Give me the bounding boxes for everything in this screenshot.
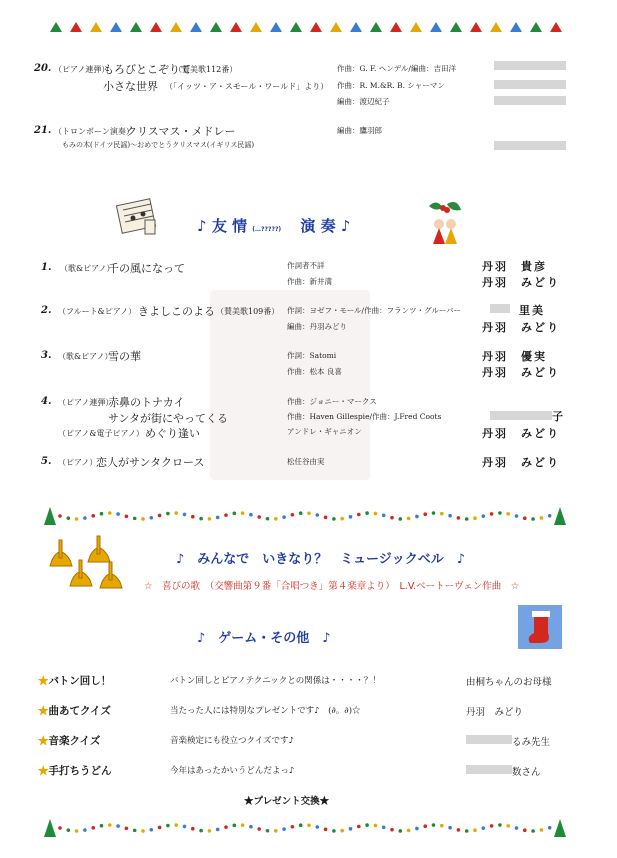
game-name: 音楽クイズ: [48, 735, 101, 747]
garland-dot: [307, 511, 311, 515]
garland-dot: [432, 823, 436, 827]
garland-dot: [191, 827, 195, 831]
sheet-music-icon: [113, 196, 161, 238]
piece-subtitle: もみの木(ドイツ民謡)〜おめでとうクリスマス(イギリス民謡): [62, 141, 255, 149]
garland-dot: [515, 826, 519, 830]
garland-dot: [448, 514, 452, 518]
garland-dot: [67, 828, 71, 832]
piece-title: 赤鼻のトナカイ: [108, 396, 185, 409]
garland-dot: [249, 825, 253, 829]
garland-dot: [257, 515, 261, 519]
piece-subtitle: （「イッツ・ア・スモール・ワールド」より）: [165, 82, 329, 91]
piece-title: クリスマス・メドレー: [126, 125, 236, 138]
performer: 丹羽 みどり: [482, 366, 560, 379]
garland-dot: [150, 516, 154, 520]
instrument-label: （ピアノ）: [58, 458, 98, 467]
garland-dot: [282, 515, 286, 519]
garland-dot: [133, 517, 137, 521]
garland-dot: [390, 828, 394, 832]
garland-dot: [407, 829, 411, 833]
garland-dot: [274, 517, 278, 521]
garland-dot: [266, 829, 270, 833]
garland-ornament: [50, 22, 62, 32]
garland-dot: [490, 512, 494, 516]
garland-ornament: [510, 22, 522, 32]
garland-dot: [174, 511, 178, 515]
garland-ornament: [230, 22, 242, 32]
credit: 作曲：G. F. ヘンデル/編曲：吉田洋: [337, 64, 456, 73]
section-title-small: (…?????): [252, 226, 282, 233]
game-host: 由桐ちゃんのお母様: [466, 677, 552, 688]
instrument-label: （ピアノ&電子ピアノ）: [58, 429, 144, 438]
garland-dot: [241, 823, 245, 827]
credit: 編曲：渡辺紀子: [337, 97, 390, 106]
hymn-number: （賛美歌109番）: [216, 307, 280, 316]
garland-dot: [191, 515, 195, 519]
garland-dot: [548, 514, 552, 518]
garland-dot: [506, 824, 510, 828]
garland-ornament: [250, 22, 262, 32]
garland-dot: [357, 513, 361, 517]
garland-dot: [249, 513, 253, 517]
garland-dot: [83, 516, 87, 520]
garland-dot: [332, 517, 336, 521]
garland-dot: [75, 517, 79, 521]
garland-dot: [158, 826, 162, 830]
garland-dot: [465, 829, 469, 833]
garland-dot: [415, 515, 419, 519]
item-number: 5.: [41, 456, 52, 467]
present-exchange: ★プレゼント交換★: [244, 796, 330, 807]
garland-dot: [465, 517, 469, 521]
garland-ornament: [330, 22, 342, 32]
garland-dot: [374, 512, 378, 516]
garland-ornament: [110, 22, 122, 32]
garland-ornament: [90, 22, 102, 32]
garland-dot: [166, 824, 170, 828]
garland-dot: [482, 514, 486, 518]
garland-ornament: [430, 22, 442, 32]
garland-dot: [91, 514, 95, 518]
garland-dot: [299, 511, 303, 515]
piece-title: 千の風になって: [108, 262, 185, 275]
star-icon: ★: [38, 765, 49, 777]
instrument-label: （歌&ピアノ）: [60, 264, 115, 273]
performer: 丹羽 みどり: [482, 427, 560, 440]
music-note-icon: ♪: [197, 217, 207, 235]
game-row: [38, 733, 100, 748]
garland-dot: [233, 824, 237, 828]
garland-dot: [307, 823, 311, 827]
game-name: バトン回し！: [48, 675, 112, 687]
hymn-number: （賛美歌112番）: [174, 65, 238, 74]
performer: 里美: [519, 304, 545, 317]
game-description: 当たった人には特別なプレゼントです♪ (∂。∂)☆: [170, 706, 361, 716]
garland-dot: [440, 512, 444, 516]
garland-dot: [440, 824, 444, 828]
garland-dot: [141, 517, 145, 521]
section-title-text: 友 情: [211, 217, 248, 235]
garland-dot: [266, 517, 270, 521]
credit: 作詞：Satomi: [287, 351, 337, 360]
game-row: [38, 673, 111, 688]
garland-dot: [457, 516, 461, 520]
credit: 作曲：Haven Gillespie/作曲：J.Fred Coots: [287, 412, 442, 421]
garland-dot: [58, 514, 62, 518]
redacted-name: [490, 304, 510, 313]
garland-dot: [316, 513, 320, 517]
garland-dot: [407, 517, 411, 521]
garland-dot: [199, 829, 203, 833]
garland-dot: [473, 828, 477, 832]
garland-dot: [357, 825, 361, 829]
garland-dot: [540, 516, 544, 520]
star-icon: ★: [38, 735, 49, 747]
garland-ornament: [170, 22, 182, 32]
holly-angel-icon: [425, 196, 465, 248]
instrument-label: （トロンボーン演奏）: [54, 127, 134, 136]
game-row: [38, 763, 112, 778]
credit: 作曲：新井満: [287, 277, 332, 286]
garland-dot: [340, 829, 344, 833]
top-garland: [40, 16, 570, 38]
item-number: 21.: [34, 125, 52, 136]
garland-dot: [365, 823, 369, 827]
piece-title: サンタが街にやってくる: [108, 412, 229, 425]
credit: 作曲：ジョニー・マークス: [287, 397, 377, 406]
garland-dot: [133, 829, 137, 833]
garland-dot: [390, 516, 394, 520]
garland-dot: [473, 516, 477, 520]
garland-dot: [423, 824, 427, 828]
redacted-name: [466, 765, 512, 774]
garland-ornament: [70, 22, 82, 32]
piece-title: 恋人がサンタクロース: [96, 456, 205, 469]
credit: 作詞：ヨゼフ・モール/作曲：フランツ・グルーバー: [287, 306, 461, 315]
piece-title: めぐり逢い: [145, 427, 200, 440]
garland-dot: [224, 513, 228, 517]
garland-dot: [183, 513, 187, 517]
piece-title: もろびとこぞりて: [103, 63, 191, 76]
garland-ornament: [150, 22, 162, 32]
garland-dot: [382, 514, 386, 518]
garland-dot: [291, 825, 295, 829]
instrument-label: （フルート&ピアノ）: [58, 307, 137, 316]
item-number: 1.: [41, 262, 52, 273]
instrument-label: （ピアノ連弾）: [58, 398, 114, 407]
garland-dot: [83, 828, 87, 832]
game-name: 曲あてクイズ: [48, 705, 111, 717]
garland-dot: [233, 512, 237, 516]
garland-ornament: [530, 22, 542, 32]
garland-dot: [108, 511, 112, 515]
garland-dot: [183, 825, 187, 829]
background-illustration: [210, 290, 370, 480]
garland-dot: [523, 828, 527, 832]
garland-dot: [448, 826, 452, 830]
garland-ornament: [490, 22, 502, 32]
section-subtitle: ☆ 喜びの歌 （交響曲第９番「合唱つき」第４楽章より） L.V.ベートーヴェン作曲 ☆: [144, 581, 520, 592]
garland-dot: [432, 511, 436, 515]
handbell-icon: [42, 522, 130, 600]
garland-dot: [108, 823, 112, 827]
section-title: ♪ ゲーム・その他 ♪: [197, 631, 331, 646]
garland-ornament: [190, 22, 202, 32]
garland-dot: [349, 827, 353, 831]
garland-dot: [340, 517, 344, 521]
garland-dot: [208, 829, 212, 833]
performer: 丹羽 貴彦: [482, 260, 547, 273]
section-title: ♪ みんなで いきなり？ ミュージックベル ♪: [176, 552, 466, 567]
star-icon: ★: [38, 705, 49, 717]
garland-ornament: [470, 22, 482, 32]
garland-ornament: [210, 22, 222, 32]
section-title: [197, 215, 350, 236]
performer: 丹羽 みどり: [482, 276, 560, 289]
garland-dot: [299, 823, 303, 827]
redacted-name: [494, 141, 566, 150]
game-host: 丹羽 みどり: [466, 707, 524, 718]
garland-dot: [91, 826, 95, 830]
credit: 作曲：R. M.&R. B. シャーマン: [337, 81, 445, 90]
credit: 作曲：松本 良喜: [287, 367, 342, 376]
garland-dot: [523, 516, 527, 520]
garland-dot: [58, 826, 62, 830]
garland-dot: [399, 517, 403, 521]
garland-dot: [316, 825, 320, 829]
music-note-icon: ♪: [340, 217, 351, 235]
piece-title: 小さな世界: [103, 80, 158, 93]
redacted-name: [494, 96, 566, 105]
garland-dot: [382, 826, 386, 830]
garland-dot: [158, 514, 162, 518]
garland-dot: [257, 827, 261, 831]
item-number: 20.: [34, 63, 52, 74]
garland-dot: [116, 824, 120, 828]
game-description: バトン回しとピアノテクニックとの関係は・・・・？！: [170, 676, 381, 686]
credit: 作詞者不詳: [287, 261, 325, 270]
tree-icon: [44, 819, 56, 837]
item-number: 3.: [41, 350, 52, 361]
garland-dot: [216, 516, 220, 520]
bottom-garland: [40, 817, 570, 839]
garland-ornament: [370, 22, 382, 32]
garland-dot: [100, 512, 104, 516]
garland-dot: [457, 828, 461, 832]
game-row: [38, 703, 111, 718]
garland-ornament: [310, 22, 322, 32]
tree-icon: [554, 507, 566, 525]
instrument-label: （歌&ピアノ）: [58, 352, 113, 361]
garland-dot: [349, 515, 353, 519]
garland-dot: [415, 827, 419, 831]
garland-dot: [332, 829, 336, 833]
garland-dot: [224, 825, 228, 829]
garland-ornament: [130, 22, 142, 32]
garland-dot: [125, 827, 129, 831]
garland-dot: [498, 511, 502, 515]
christmas-stocking-icon: [516, 603, 564, 651]
garland-dot: [116, 512, 120, 516]
game-description: 今年はあったかいうどんだよっ♪: [170, 766, 295, 776]
garland-dot: [531, 829, 535, 833]
garland-dot: [506, 512, 510, 516]
performer: 丹羽 優実: [482, 350, 547, 363]
garland-dot: [208, 517, 212, 521]
credit: 編曲：鷹羽郎: [337, 126, 382, 135]
garland-dot: [548, 826, 552, 830]
piece-title: きよしこのよる: [138, 305, 215, 318]
garland-dot: [365, 511, 369, 515]
garland-ornament: [450, 22, 462, 32]
item-number: 2.: [41, 305, 52, 316]
performer: 丹羽 みどり: [482, 456, 560, 469]
garland-dot: [374, 824, 378, 828]
garland-dot: [150, 828, 154, 832]
redacted-name: [490, 411, 552, 420]
garland-dot: [216, 828, 220, 832]
game-description: 音楽検定にも役立つクイズです♪: [170, 736, 294, 746]
garland-ornament: [270, 22, 282, 32]
garland-dot: [515, 514, 519, 518]
performer: 丹羽 みどり: [482, 321, 560, 334]
redacted-name: [494, 61, 566, 70]
garland-dot: [324, 516, 328, 520]
garland-dot: [531, 517, 535, 521]
garland-ornament: [350, 22, 362, 32]
garland-dot: [174, 823, 178, 827]
redacted-name: [466, 735, 512, 744]
garland-ornament: [290, 22, 302, 32]
garland-dot: [67, 516, 71, 520]
performer: 子: [552, 410, 565, 423]
garland-dot: [324, 828, 328, 832]
garland-dot: [274, 829, 278, 833]
garland-ornament: [390, 22, 402, 32]
garland-dot: [482, 826, 486, 830]
tree-icon: [554, 819, 566, 837]
garland-dot: [241, 511, 245, 515]
garland-dot: [166, 512, 170, 516]
game-host: 数さん: [512, 767, 541, 778]
garland-dot: [125, 515, 129, 519]
redacted-name: [494, 80, 566, 89]
garland-dot: [498, 823, 502, 827]
game-host: るみ先生: [512, 737, 551, 748]
garland-dot: [399, 829, 403, 833]
garland-ornament: [410, 22, 422, 32]
garland-dot: [540, 828, 544, 832]
garland-dot: [75, 829, 79, 833]
credit: アンドレ・ギャニオン: [287, 427, 362, 436]
garland-dot: [282, 827, 286, 831]
piece-title: 雪の華: [108, 350, 141, 363]
star-icon: ★: [38, 675, 49, 687]
game-name: 手打ちうどん: [48, 765, 112, 777]
credit: 編曲：丹羽みどり: [287, 322, 347, 331]
garland-ornament: [550, 22, 562, 32]
item-number: 4.: [41, 396, 52, 407]
garland-dot: [490, 824, 494, 828]
garland-dot: [423, 512, 427, 516]
instrument-label: （ピアノ連弾）: [54, 65, 110, 74]
section-title-text: 演 奏: [300, 217, 336, 235]
garland-dot: [291, 513, 295, 517]
garland-dot: [141, 829, 145, 833]
garland-dot: [100, 824, 104, 828]
garland-dot: [199, 517, 203, 521]
credit: 松任谷由実: [287, 457, 325, 466]
